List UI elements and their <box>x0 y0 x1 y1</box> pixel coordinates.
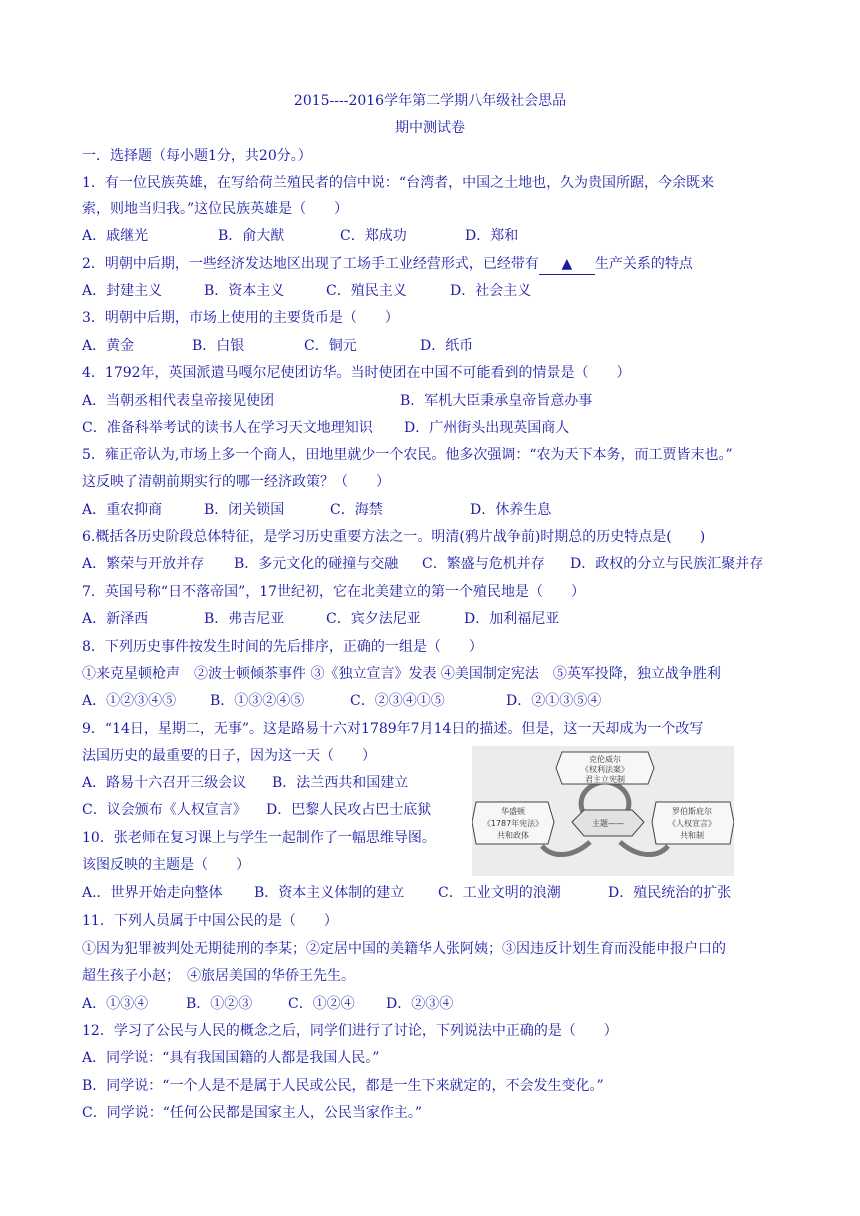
question-11-stem-line-1: 11．下列人员属于中国公民的是（ ） <box>82 913 338 929</box>
mind-map-figure <box>472 746 734 876</box>
question-2-stem-after: 生产关系的特点 <box>594 256 693 272</box>
question-8-option-a[interactable]: A．①②③④⑤ <box>82 693 177 709</box>
question-12-option-a[interactable]: A．同学说：“具有我国国籍的人都是我国人民。” <box>82 1050 380 1066</box>
question-8-option-d[interactable]: D．②①③⑤④ <box>506 693 602 709</box>
node-top-line-1: 克伦威尔 <box>589 755 621 764</box>
node-center-label: 主题—— <box>592 819 624 828</box>
question-8-option-b[interactable]: B．①③②④⑤ <box>210 693 305 709</box>
question-7-option-d[interactable]: D．加利福尼亚 <box>464 611 560 627</box>
mind-map-svg <box>472 746 734 876</box>
question-11-option-c[interactable]: C．①②④ <box>288 996 355 1012</box>
question-1-option-c[interactable]: C．郑成功 <box>340 228 407 244</box>
question-2-stem-before: 2．明朝中后期，一些经济发达地区出现了工场手工业经营形式，已经带有 <box>82 256 539 272</box>
page-subtitle: 期中测试卷 <box>395 120 465 136</box>
question-2-option-c[interactable]: C．殖民主义 <box>326 283 407 299</box>
question-11-option-b[interactable]: B．①②③ <box>186 996 253 1012</box>
question-1-stem-line-1: 1．有一位民族英雄，在写给荷兰殖民者的信中说：“台湾者，中国之土地也，久为贵国所踞，今余既来 <box>82 175 715 191</box>
section-heading: 一．选择题（每小题1分，共20分。） <box>82 148 312 164</box>
question-6-option-d[interactable]: D．政权的分立与民族汇聚并存 <box>570 556 764 572</box>
question-3-option-b[interactable]: B．白银 <box>192 338 245 354</box>
node-right-line-3: 共和制 <box>680 831 704 840</box>
question-9-stem-line-2: 法国历史的最重要的日子，因为这一天（ ） <box>82 748 376 764</box>
question-2-option-d[interactable]: D．社会主义 <box>450 283 532 299</box>
node-top-line-2: 《权利法案》 <box>581 765 629 774</box>
question-2-option-b[interactable]: B．资本主义 <box>204 283 285 299</box>
question-6-option-a[interactable]: A．繁荣与开放并存 <box>82 556 205 572</box>
arc-arrow-bottom-left <box>542 842 590 855</box>
node-right-line-1: 罗伯斯庇尔 <box>672 807 712 816</box>
question-1-option-a[interactable]: A．戚继光 <box>82 228 149 244</box>
node-left-line-1: 华盛顿 <box>501 807 525 816</box>
question-11-stem-line-2: ①因为犯罪被判处无期徒刑的李某；②定居中国的美籍华人张阿姨；③因违反计划生育而没能申报户口的 <box>82 941 726 957</box>
question-8-stem-line-1: 8．下列历史事件按发生时间的先后排序，正确的一组是（ ） <box>82 639 483 655</box>
question-6-stem: 6.概括各历史阶段总体特征，是学习历史重要方法之一。明清(鸦片战争前)时期总的历史特点是( ) <box>82 529 706 545</box>
question-3-option-d[interactable]: D．纸币 <box>420 338 474 354</box>
question-3-stem: 3．明朝中后期，市场上使用的主要货币是（ ） <box>82 310 399 326</box>
question-4-option-a[interactable]: A．当朝丞相代表皇帝接见使团 <box>82 393 275 409</box>
node-left-line-3: 共和政体 <box>497 831 529 840</box>
question-10-stem-line-1: 10．张老师在复习课上与学生一起制作了一幅思维导图。 <box>82 830 436 846</box>
question-9-option-b[interactable]: B．法兰西共和国建立 <box>272 775 409 791</box>
question-7-option-c[interactable]: C．宾夕法尼亚 <box>326 611 421 627</box>
question-12-option-c[interactable]: C．同学说：“任何公民都是国家主人，公民当家作主。” <box>82 1105 423 1121</box>
question-2-stem <box>82 254 782 275</box>
answer-blank[interactable]: ▲ <box>539 254 595 275</box>
question-10-option-a[interactable]: A.．世界开始走向整体 <box>82 885 223 901</box>
question-12-option-b[interactable]: B．同学说：“一个人是不是属于人民或公民，都是一生下来就定的，不会发生变化。” <box>82 1078 604 1094</box>
question-1-stem-line-2: 索，则地当归我。”这位民族英雄是（ ） <box>82 201 349 217</box>
question-4-option-c[interactable]: C．准备科举考试的读书人在学习天文地理知识 <box>82 420 373 436</box>
question-8-stem-line-2: ①来克星顿枪声 ②波士顿倾茶事件 ③《独立宣言》发表 ④美国制定宪法 ⑤英军投降，独立战争胜利 <box>82 666 721 682</box>
node-top-line-3: 君主立宪制 <box>585 775 625 784</box>
question-5-option-b[interactable]: B．闭关锁国 <box>204 502 285 518</box>
question-4-option-d[interactable]: D．广州街头出现英国商人 <box>404 420 570 436</box>
question-10-stem-line-2: 该图反映的主题是（ ） <box>82 857 250 873</box>
question-12-stem: 12．学习了公民与人民的概念之后，同学们进行了讨论，下列说法中正确的是（ ） <box>82 1023 618 1039</box>
question-11-stem-line-3: 超生孩子小赵； ④旅居美国的华侨王先生。 <box>82 968 355 984</box>
question-3-option-a[interactable]: A．黄金 <box>82 338 135 354</box>
page-title: 2015----2016学年第二学期八年级社会思品 <box>293 93 567 109</box>
question-10-option-b[interactable]: B．资本主义体制的建立 <box>254 885 405 901</box>
question-5-stem-line-1: 5．雍正帝认为,市场上多一个商人，田地里就少一个农民。他多次强调：“农为天下本务，而工贾皆末也。” <box>82 447 733 463</box>
question-4-stem: 4．1792年，英国派遣马嘎尔尼使团访华。当时使团在中国不可能看到的情景是（ ） <box>82 365 631 381</box>
question-5-option-a[interactable]: A．重农抑商 <box>82 502 163 518</box>
question-9-option-c[interactable]: C．议会颁布《人权宣言》 <box>82 802 247 818</box>
question-9-option-d[interactable]: D．巴黎人民攻占巴士底狱 <box>266 802 432 818</box>
question-11-option-a[interactable]: A．①③④ <box>82 996 149 1012</box>
question-3-option-c[interactable]: C．铜元 <box>304 338 357 354</box>
question-4-option-b[interactable]: B．军机大臣秉承皇帝旨意办事 <box>400 393 593 409</box>
question-7-stem: 7．英国号称“日不落帝国”，17世纪初，它在北美建立的第一个殖民地是（ ） <box>82 584 586 600</box>
question-10-option-d[interactable]: D．殖民统治的扩张 <box>608 885 732 901</box>
question-1-option-d[interactable]: D．郑和 <box>465 228 519 244</box>
question-7-option-b[interactable]: B．弗吉尼亚 <box>204 611 285 627</box>
question-5-option-c[interactable]: C．海禁 <box>330 502 383 518</box>
question-11-option-d[interactable]: D．②③④ <box>386 996 454 1012</box>
question-7-option-a[interactable]: A．新泽西 <box>82 611 149 627</box>
question-6-option-b[interactable]: B．多元文化的碰撞与交融 <box>234 556 399 572</box>
question-8-option-c[interactable]: C．②③④①⑤ <box>350 693 445 709</box>
node-right-line-2: 《人权宣言》 <box>668 819 716 828</box>
question-9-stem-line-1: 9．“14日，星期二，无事”。这是路易十六对1789年7月14日的描述。但是，这一天却成为一个改写 <box>82 721 704 737</box>
question-2-option-a[interactable]: A．封建主义 <box>82 283 163 299</box>
node-left-line-2: 《1787年宪法》 <box>482 819 544 828</box>
question-5-option-d[interactable]: D．休养生息 <box>470 502 552 518</box>
question-6-option-c[interactable]: C．繁盛与危机并存 <box>422 556 545 572</box>
question-10-option-c[interactable]: C．工业文明的浪潮 <box>438 885 561 901</box>
question-1-option-b[interactable]: B．俞大猷 <box>218 228 285 244</box>
question-5-stem-line-2: 这反映了清朝前期实行的哪一经济政策？（ ） <box>82 474 390 490</box>
question-9-option-a[interactable]: A．路易十六召开三级会议 <box>82 775 247 791</box>
